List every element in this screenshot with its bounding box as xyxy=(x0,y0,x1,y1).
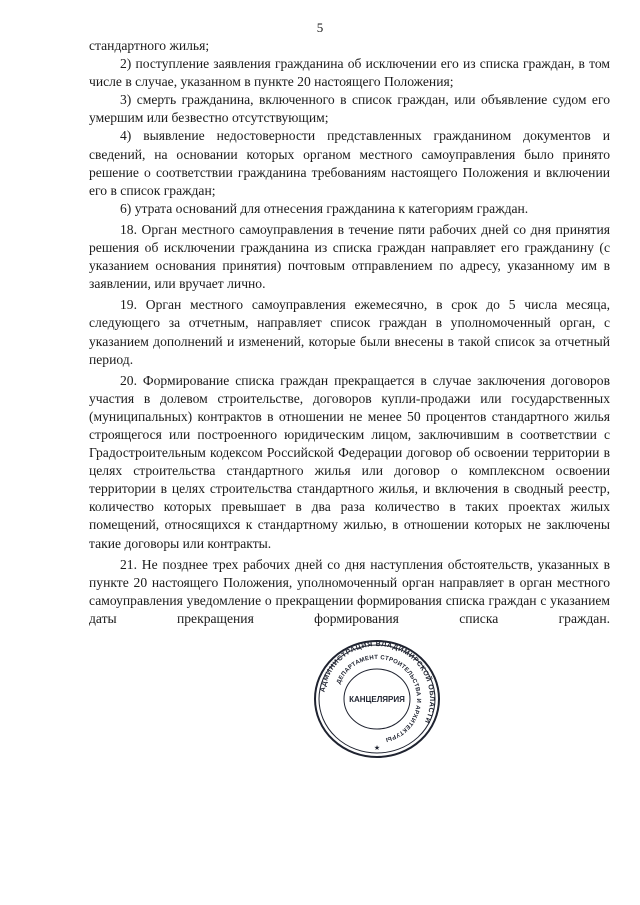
list-item-6: 6) утрата оснований для отнесения гражданина к категориям граждан. xyxy=(120,200,529,216)
clause-21: 21. Не позднее трех рабочих дней со дня наступления обстоятельств, указанных в пункте 20 настоящего Положения, уполномоченный орган направляет в орган местного самоуправления уведомление о прекращении формирования списка граждан с указанием даты прекращения формирования списка граждан. xyxy=(89,556,610,626)
clause-20: 20. Формирование списка граждан прекращается в случае заключения договоров участия в долевом строительстве, договоров купли-продажи или государственных (муниципальных) контрактов в отношении не менее 50 процентов стандартного жилья строящегося или построенного юридическим лицом, заключившим в соответствии с Градостроительным кодексом Российской Федерации договор об освоении территории в целях строительства стандартного жилья или договор о комплексном освоении территории в целях строительства стандартного жилья, и включения в сводный реестр, количество которых превышает в два раза количество в таких проектах жилых помещений, относящихся к стандартному жилью, в отношении которых не заключены такие договоры или контракты. xyxy=(89,372,610,551)
svg-text:ДЕПАРТАМЕНТ СТРОИТЕЛЬСТВА И АР: ДЕПАРТАМЕНТ СТРОИТЕЛЬСТВА И АРХИТЕКТУРЫ xyxy=(336,654,422,743)
stamp-seal-icon xyxy=(296,638,458,760)
list-item-2: 2) поступление заявления гражданина об исключении его из списка граждан, в том числе в случае, указанном в пункте 20 настоящего Положения; xyxy=(89,56,610,90)
svg-text:АДМИНИСТРАЦИЯ ВЛАДИМИРСКОЙ ОБЛ: АДМИНИСТРАЦИЯ ВЛАДИМИРСКОЙ ОБЛАСТИ xyxy=(319,640,436,725)
list-item-3: 3) смерть гражданина, включенного в список граждан, или объявление судом его умершим или безвестно отсутствующим; xyxy=(89,92,610,126)
svg-text:★: ★ xyxy=(373,744,381,752)
list-item-4: 4) выявление недостоверности представленных гражданином документов и сведений, на основании которых органом местного самоуправления было принято решение о соответствии гражданина требованиям настоящего Положения и включении его в список граждан; xyxy=(89,128,610,198)
document-body xyxy=(89,37,610,628)
office-stamp xyxy=(296,638,458,760)
clause-19: 19. Орган местного самоуправления ежемесячно, в срок до 5 числа месяца, следующего за отчетным, направляет список граждан в уполномоченный орган, с указанием дополнений и изменений, которые были внесены в такой список за отчетный период. xyxy=(89,297,610,367)
clause-18: 18. Орган местного самоуправления в течение пяти рабочих дней со дня принятия решения об исключении гражданина из списка граждан направляет его гражданину (с указанием основания принятия) почтовым отправлением по адресу, указанному им в заявлении, или вручает лично. xyxy=(89,221,610,292)
paragraph-continuation: стандартного жилья; xyxy=(89,38,210,53)
svg-text:КАНЦЕЛЯРИЯ: КАНЦЕЛЯРИЯ xyxy=(349,695,405,704)
page-number: 5 xyxy=(316,20,324,35)
